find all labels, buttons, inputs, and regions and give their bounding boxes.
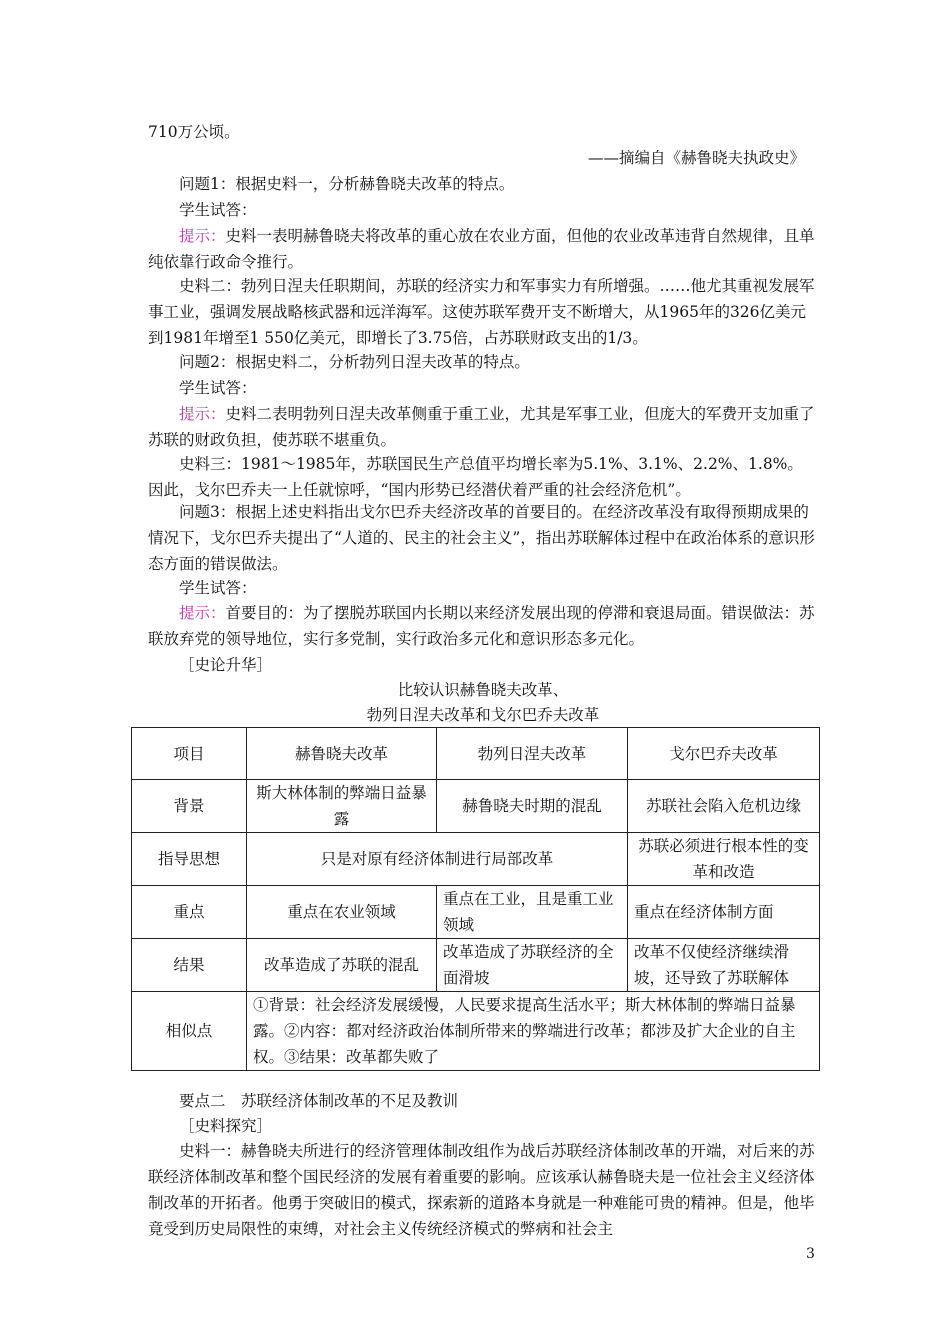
comparison-table [131, 727, 820, 1071]
table-cell: 指导思想 [132, 833, 247, 886]
table-cell: 结果 [132, 939, 247, 992]
table-cell: 只是对原有经济体制进行局部改革 [247, 833, 628, 886]
table-row [132, 780, 820, 833]
hint-text: 首要目的：为了摆脱苏联国内长期以来经济发展出现的停滞和衰退局面。错误做法：苏联放弃党的领导地位，实行多党制，实行政治多元化和意识形态多元化。 [148, 604, 815, 648]
table-cell: 赫鲁晓夫时期的混乱 [437, 780, 628, 833]
text-line: 710万公顷。 [148, 123, 240, 141]
hint-label: 提示： [179, 227, 226, 245]
table-cell: 苏联必须进行根本性的变革和改造 [628, 833, 820, 886]
hint-label: 提示： [179, 604, 226, 622]
table-cell: 斯大林体制的弊端日益暴露 [247, 780, 437, 833]
table-row [132, 992, 820, 1071]
table-title: 勃列日涅夫改革和戈尔巴乔夫改革 [366, 706, 600, 724]
hint-1 [148, 223, 818, 275]
hint-text: 史料一表明赫鲁晓夫将改革的重心放在农业方面，但他的农业改革违背自然规律，且单纯依靠行政命令推行。 [148, 227, 815, 271]
student-answer-label: 学生试答： [179, 579, 257, 597]
student-answer-label: 学生试答： [179, 379, 257, 397]
table-cell: ①背景：社会经济发展缓慢，人民要求提高生活水平；斯大林体制的弊端日益暴露。②内容：都对经济政治体制所带来的弊端进行改革；都涉及扩大企业的自主权。③结果：改革都失败了 [247, 992, 820, 1071]
table-row [132, 833, 820, 886]
table-cell: 苏联社会陷入危机边缘 [628, 780, 820, 833]
question-1: 问题1：根据史料一，分析赫鲁晓夫改革的特点。 [179, 175, 515, 193]
key-point-heading: 要点二 苏联经济体制改革的不足及教训 [179, 1092, 459, 1110]
table-cell: 相似点 [132, 992, 247, 1071]
table-cell: 重点 [132, 886, 247, 939]
table-header: 项目 [132, 728, 247, 780]
material-4: 史料一：赫鲁晓夫所进行的经济管理体制改组作为战后苏联经济体制改革的开端，对后来的苏联经济体制改革和整个国民经济的发展有着重要的影响。应该承认赫鲁晓夫是一位社会主义经济体制改革的开拓者。他勇于突破旧的模式，探索新的道路本身就是一种难能可贵的精神。但是，他毕竟受到历史局限性的束缚，对社会主义传统经济模式的弊病和社会主 [148, 1142, 815, 1238]
question-2: 问题2：根据史料二，分析勃列日涅夫改革的特点。 [179, 353, 530, 371]
source-citation: ——摘编自《赫鲁晓夫执政史》 [587, 149, 805, 167]
table-cell: 重点在农业领域 [247, 886, 437, 939]
hint-3 [148, 600, 818, 652]
table-header: 勃列日涅夫改革 [437, 728, 628, 780]
table-cell: 改革造成了苏联经济的全面滑坡 [437, 939, 628, 992]
table-title: 比较认识赫鲁晓夫改革、 [397, 681, 569, 699]
table-cell: 背景 [132, 780, 247, 833]
hint-2 [148, 401, 818, 453]
table-cell: 改革造成了苏联的混乱 [247, 939, 437, 992]
table-cell: 重点在经济体制方面 [628, 886, 820, 939]
hint-text: 史料二表明勃列日涅夫改革侧重于重工业，尤其是军事工业，但庞大的军费开支加重了苏联的财政负担，使苏联不堪重负。 [148, 405, 815, 449]
table-header: 戈尔巴乔夫改革 [628, 728, 820, 780]
page-number: 3 [806, 1246, 815, 1262]
table-row [132, 939, 820, 992]
table-cell: 改革不仅使经济继续滑坡，还导致了苏联解体 [628, 939, 820, 992]
student-answer-label: 学生试答： [179, 201, 257, 219]
table-row [132, 886, 820, 939]
material-3: 史料三：1981～1985年，苏联国民生产总值平均增长率为5.1%、3.1%、2.2%、1.8%。因此，戈尔巴乔夫一上任就惊呼，“国内形势已经潜伏着严重的社会经济危机”。 [148, 455, 803, 499]
table-cell: 重点在工业，且是重工业领域 [437, 886, 628, 939]
section-label-tanjiu: ［史料探究］ [179, 1117, 273, 1135]
table-row [132, 728, 820, 780]
hint-label: 提示： [179, 405, 226, 423]
section-label-shilun: ［史论升华］ [179, 656, 273, 674]
material-2: 史料二：勃列日涅夫任职期间，苏联的经济实力和军事实力有所增强。……他尤其重视发展军事工业，强调发展战略核武器和远洋海军。这使苏联军费开支不断增大，从1965年的326亿美元到1981年增至1 550亿美元，即增长了3.75倍，占苏联财政支出的1/3。 [148, 277, 815, 347]
table-header: 赫鲁晓夫改革 [247, 728, 437, 780]
question-3: 问题3：根据上述史料指出戈尔巴乔夫经济改革的首要目的。在经济改革没有取得预期成果的情况下，戈尔巴乔夫提出了“人道的、民主的社会主义”，指出苏联解体过程中在政治体系的意识形态方面的错误做法。 [148, 503, 815, 573]
